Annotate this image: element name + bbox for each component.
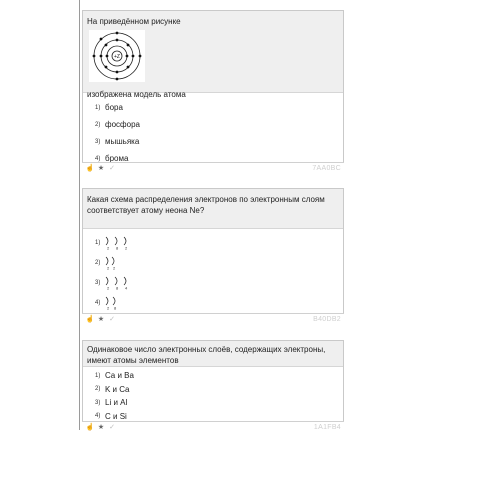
shell-count: 4 <box>125 285 128 290</box>
prompt-text-before: На приведённом рисунке <box>87 17 181 26</box>
option-number: 4) <box>95 300 101 306</box>
prompt-text-after: изображена модель атома <box>87 90 186 99</box>
option-text: бора <box>105 103 123 112</box>
answer-option[interactable] <box>83 133 343 150</box>
answer-options <box>83 229 343 313</box>
option-number: 1) <box>95 240 101 246</box>
shell-diagram <box>105 236 135 250</box>
question-code: B40DB2 <box>313 316 341 323</box>
star-icon[interactable]: ★ <box>97 164 105 172</box>
option-number: 1) <box>95 372 101 379</box>
question-toolbar-2 <box>82 313 344 325</box>
nucleus-label: +Z <box>114 54 120 61</box>
answer-option[interactable] <box>83 253 343 273</box>
answer-option[interactable] <box>83 293 343 313</box>
answer-option[interactable] <box>83 116 343 133</box>
option-text: C и Si <box>105 411 127 421</box>
question-code: 1A1FB4 <box>313 424 341 431</box>
question-prompt <box>83 189 343 229</box>
shell-diagram <box>105 296 135 310</box>
shell-count: 2 <box>107 305 110 310</box>
shell-count: 2 <box>113 265 116 270</box>
question-code: 7AA0BC <box>312 165 341 172</box>
check-icon[interactable]: ✓ <box>109 423 115 431</box>
atom-model-image <box>89 30 145 82</box>
option-number: 4) <box>95 413 101 420</box>
shell-count: 8 <box>114 305 117 310</box>
option-number: 2) <box>95 260 101 266</box>
option-text: фосфора <box>105 120 140 129</box>
shell-count: 2 <box>107 245 110 250</box>
shell-diagram <box>105 256 135 270</box>
answer-option[interactable] <box>83 383 343 397</box>
hand-pointer-icon[interactable]: ☝ <box>85 423 95 431</box>
answer-options <box>83 367 343 423</box>
option-number: 1) <box>95 104 101 111</box>
option-number: 3) <box>95 399 101 406</box>
answer-options <box>83 93 343 167</box>
question-prompt <box>83 11 343 99</box>
hand-pointer-icon[interactable]: ☝ <box>85 315 95 323</box>
shell-count: 2 <box>125 245 128 250</box>
shell-count: 2 <box>107 265 110 270</box>
answer-option[interactable] <box>83 233 343 253</box>
option-text: Ca и Ba <box>105 371 134 381</box>
check-icon[interactable]: ✓ <box>109 315 115 323</box>
option-number: 3) <box>95 280 101 286</box>
star-icon[interactable]: ★ <box>97 423 105 431</box>
star-icon[interactable]: ★ <box>97 315 105 323</box>
question-toolbar-3 <box>82 421 344 433</box>
answer-option[interactable] <box>83 99 343 116</box>
answer-option[interactable] <box>83 273 343 293</box>
question-toolbar-1 <box>82 162 344 174</box>
option-number: 4) <box>95 155 101 162</box>
option-number: 3) <box>95 138 101 145</box>
shell-count: 2 <box>107 285 110 290</box>
option-text: K и Ca <box>105 384 130 394</box>
option-number: 2) <box>95 121 101 128</box>
shell-diagram <box>105 276 135 290</box>
question-card-2 <box>82 188 344 314</box>
option-text: мышьяка <box>105 137 140 146</box>
prompt-text: Одинаковое число электронных слоёв, содержащих электроны, имеют атомы элементов <box>87 345 326 365</box>
option-text: брома <box>105 154 129 163</box>
column-divider <box>79 0 80 430</box>
option-number: 2) <box>95 386 101 393</box>
answer-option[interactable] <box>83 369 343 383</box>
shell-count: 8 <box>116 285 119 290</box>
answer-option[interactable] <box>83 396 343 410</box>
option-text: Li и Al <box>105 398 128 408</box>
question-card-3 <box>82 340 344 422</box>
prompt-text: Какая схема распределения электронов по электронным слоям соответствует атому неона Ne? <box>87 195 325 215</box>
check-icon[interactable]: ✓ <box>109 164 115 172</box>
hand-pointer-icon[interactable]: ☝ <box>85 164 95 172</box>
question-card-1 <box>82 10 344 163</box>
question-prompt <box>83 341 343 367</box>
shell-count: 8 <box>116 245 119 250</box>
